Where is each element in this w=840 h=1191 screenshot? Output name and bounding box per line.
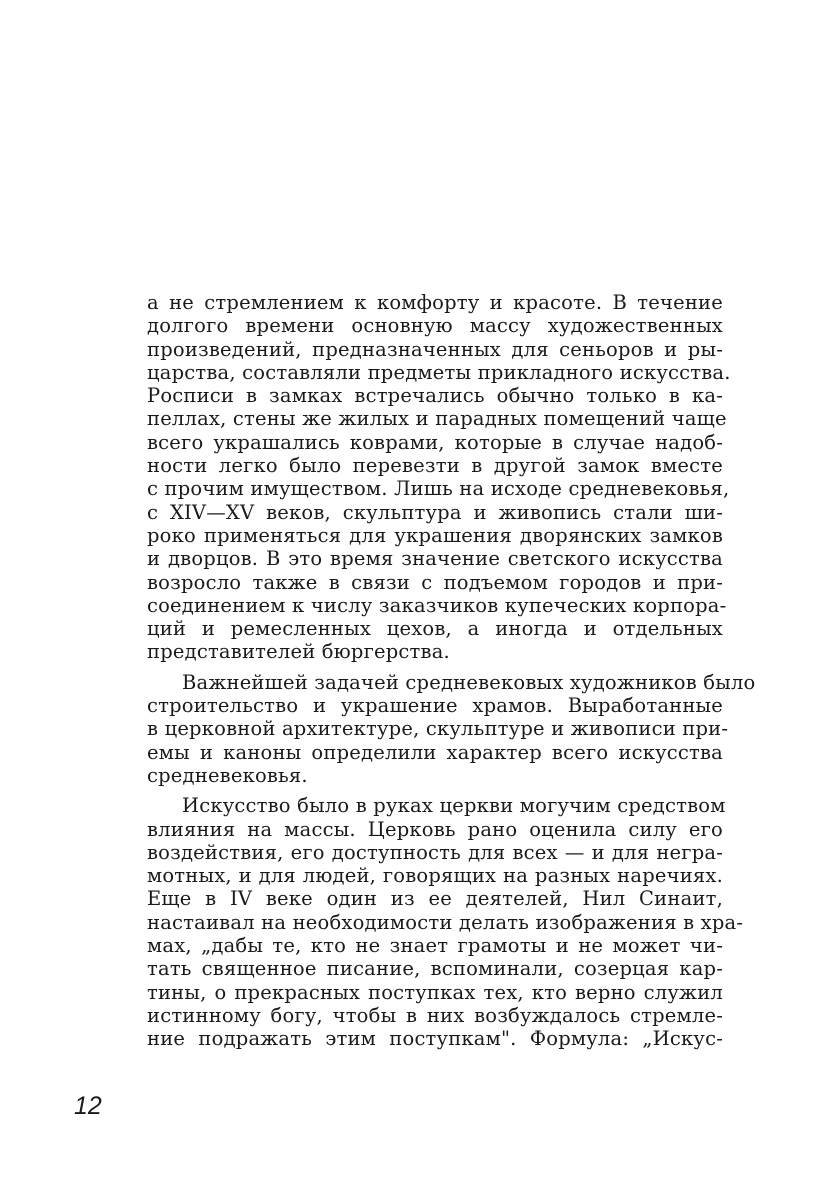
text-line: всего украшались коврами, которые в случае надоб- xyxy=(147,430,723,454)
paragraph-spacer xyxy=(147,664,723,671)
text-line: произведений, предназначенных для сеньоров и ры- xyxy=(147,337,723,361)
paragraph-2 xyxy=(147,670,756,787)
text-line: мотных, и для людей, говорящих на разных наречиях. xyxy=(147,864,723,888)
text-line: в церковной архитектуре, скульптуре и живописи при- xyxy=(147,717,729,741)
text-line: соединением к числу заказчиков купеческих корпора- xyxy=(147,593,727,617)
text-line: роко применяться для украшения дворянских замков xyxy=(147,523,723,547)
text-line: и дворцов. В это время значение светского искусства xyxy=(147,547,723,571)
paragraph-3 xyxy=(147,794,744,1051)
text-line: с XIV—XV веков, скульптура и живопись стали ши- xyxy=(147,500,723,524)
text-line: ние подражать этим поступкам". Формула: „Искус- xyxy=(147,1027,723,1051)
text-line: с прочим имуществом. Лишь на исходе средневековья, xyxy=(147,477,730,501)
body-text xyxy=(147,291,756,1051)
text-line: средневековья. xyxy=(147,763,308,787)
text-line: царства, составляли предметы прикладного искусства. xyxy=(147,360,731,384)
text-line: а не стремлением к комфорту и красоте. В течение xyxy=(147,291,723,314)
text-line: емы и каноны определили характер всего искусства xyxy=(147,740,723,764)
paragraph-1 xyxy=(147,291,731,664)
text-line: долгого времени основную массу художественных xyxy=(147,314,723,338)
paragraph-spacer xyxy=(147,787,723,794)
text-line: Важнейшей задачей средневековых художников было xyxy=(182,670,756,694)
text-line: воздействия, его доступность для всех — и для негра- xyxy=(147,840,723,864)
page-number: 12 xyxy=(74,1092,102,1120)
text-line: Искусство было в руках церкви могучим средством xyxy=(182,794,726,818)
text-line: тать священное писание, вспоминали, созерцая кар- xyxy=(147,957,723,981)
text-line: ций и ремесленных цехов, а иногда и отдельных xyxy=(147,617,723,641)
text-line: тины, о прекрасных поступках тех, кто верно служил xyxy=(147,980,723,1004)
text-line: пеллах, стены же жилых и парадных помещений чаще xyxy=(147,407,727,431)
text-line: Росписи в замках встречались обычно только в ка- xyxy=(147,384,723,408)
text-line: настаивал на необходимости делать изображения в хра- xyxy=(147,910,744,934)
text-line: возросло также в связи с подъемом городов и при- xyxy=(147,570,723,594)
text-line: истинному богу, чтобы в них возбуждалось стремле- xyxy=(147,1003,723,1027)
text-line: мах, „дабы те, кто не знает грамоты и не может чи- xyxy=(147,934,723,958)
text-line: Еще в IV веке один из ее деятелей, Нил Синаит, xyxy=(147,887,723,911)
text-line: представителей бюргерства. xyxy=(147,640,450,664)
text-line: строительство и украшение храмов. Выработанные xyxy=(147,694,723,718)
text-line: влияния на массы. Церковь рано оценила силу его xyxy=(147,817,723,841)
text-line: ности легко было перевезти в другой замок вместе xyxy=(147,454,723,478)
